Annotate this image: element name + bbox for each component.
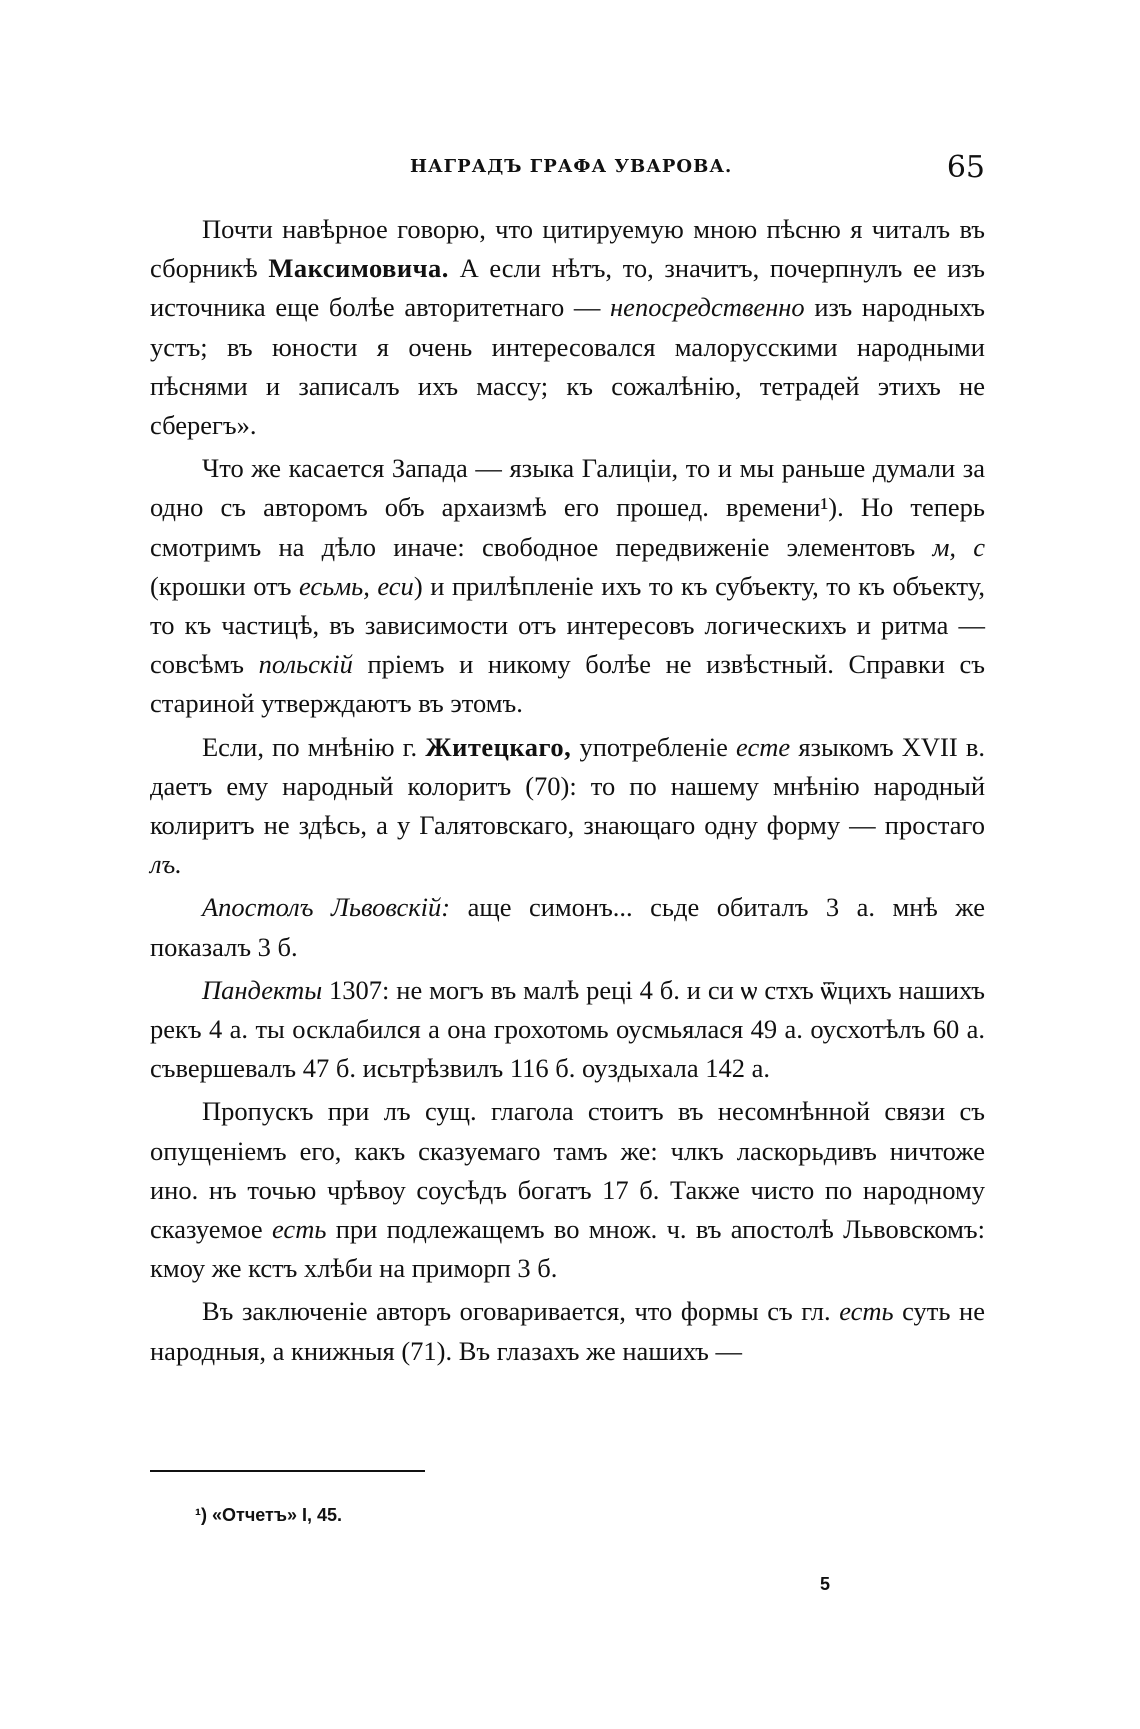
- text-segment: Въ заключеніе авторъ оговаривается, что формы съ гл.: [202, 1296, 840, 1327]
- text-segment: Пандекты: [202, 974, 323, 1005]
- text-segment: лъ.: [150, 849, 182, 880]
- text-segment: при подлежащемъ во множ. ч. въ апостолѣ Львовскомъ: кмоу же кстъ хлѣби на приморп 3 б.: [150, 1214, 985, 1284]
- text-segment: польскій: [258, 649, 353, 680]
- text-segment: пріемъ и никому болѣе не извѣстный. Справки съ стариной утверждаютъ въ этомъ.: [150, 649, 985, 719]
- text-segment: аще симонъ... сьде обиталъ 3 а. мнѣ же показалъ 3 б.: [150, 892, 985, 962]
- text-segment: Апостолъ Львовскій:: [202, 892, 451, 923]
- body-text: [150, 210, 985, 1375]
- paragraph: [150, 971, 985, 1089]
- text-segment: Если, по мнѣнію г.: [202, 731, 426, 762]
- page-number: 65: [946, 150, 985, 185]
- footnote: ¹) «Отчетъ» I, 45.: [195, 1505, 343, 1525]
- text-segment: есьмь, еси: [298, 570, 414, 601]
- signature-mark: 5: [820, 1574, 831, 1594]
- paragraph: [150, 1092, 985, 1288]
- text-segment: (крошки отъ: [150, 570, 299, 601]
- paragraph: [150, 449, 985, 723]
- text-segment: ) и прилѣпленіе ихъ то къ субъекту, то къ объекту, то къ частицѣ, въ зависимости отъ интересовъ логическихъ и ритма — совсѣмъ: [150, 570, 985, 680]
- text-segment: языкомъ XVII в. даетъ ему народный колоритъ (70): то по нашему мнѣнію народный колиритъ не здѣсь, а у Галятовскаго, знающаго одну форму — простаго: [150, 731, 985, 841]
- text-segment: есть: [839, 1296, 894, 1327]
- page-header: [150, 150, 985, 190]
- text-segment: есть: [272, 1214, 327, 1245]
- paragraph: [150, 210, 985, 445]
- text-segment: 1307: не могъ въ малѣ реці 4 б. и си ѡ стхъ ѿцихъ нашихъ рекъ 4 а. ты осклабился а она грохотомь оусмьялася 49 а. оусхотѣлъ 60 а. съвершевалъ 47 б. исьтрѣзвилъ 116 б. оуздыхала 142 а.: [150, 974, 985, 1084]
- text-segment: Житецкаго,: [425, 731, 572, 762]
- text-segment: изъ народныхъ устъ; въ юности я очень интересовался малорусскими народными пѣснями и записалъ ихъ массу; къ сожалѣнію, тетрадей этихъ не сберегъ».: [150, 292, 985, 441]
- text-segment: Пропускъ при лъ сущ. глагола стоитъ въ несомнѣнной связи съ опущеніемъ его, какъ сказуемаго тамъ же: члкъ ласкорьдивъ ничтоже ино. нъ точью чрѣвоу соусѣдъ богатъ 17 б. Также чисто по народному сказуемое: [150, 1096, 985, 1245]
- text-segment: А если нѣтъ, то, значитъ, почерпнулъ ее изъ источника еще болѣе авторитетнаго —: [150, 253, 986, 323]
- text-segment: суть не народныя, а книжныя (71). Въ глазахъ же нашихъ —: [150, 1296, 985, 1366]
- paragraph: [150, 888, 985, 966]
- text-segment: употребленіе: [571, 731, 737, 762]
- running-title: НАГРАДЪ ГРАФА УВАРОВА.: [410, 156, 733, 177]
- text-segment: Максимовича.: [268, 253, 449, 284]
- text-segment: Почти навѣрное говорю, что цитируемую мною пѣсню я читалъ въ сборникѣ: [150, 214, 985, 284]
- footnote-divider: [150, 1470, 425, 1472]
- paragraph: [150, 1292, 985, 1370]
- text-segment: непосредственно: [610, 292, 805, 323]
- text-segment: есте: [736, 731, 791, 762]
- text-segment: Что же касается Запада — языка Галиціи, то и мы раньше думали за одно съ авторомъ объ архаизмѣ его прошед. времени¹). Но теперь смотримъ на дѣло иначе: свободное передвиженіе элементовъ: [150, 453, 985, 562]
- text-segment: м, с: [932, 531, 985, 562]
- paragraph: [150, 728, 985, 885]
